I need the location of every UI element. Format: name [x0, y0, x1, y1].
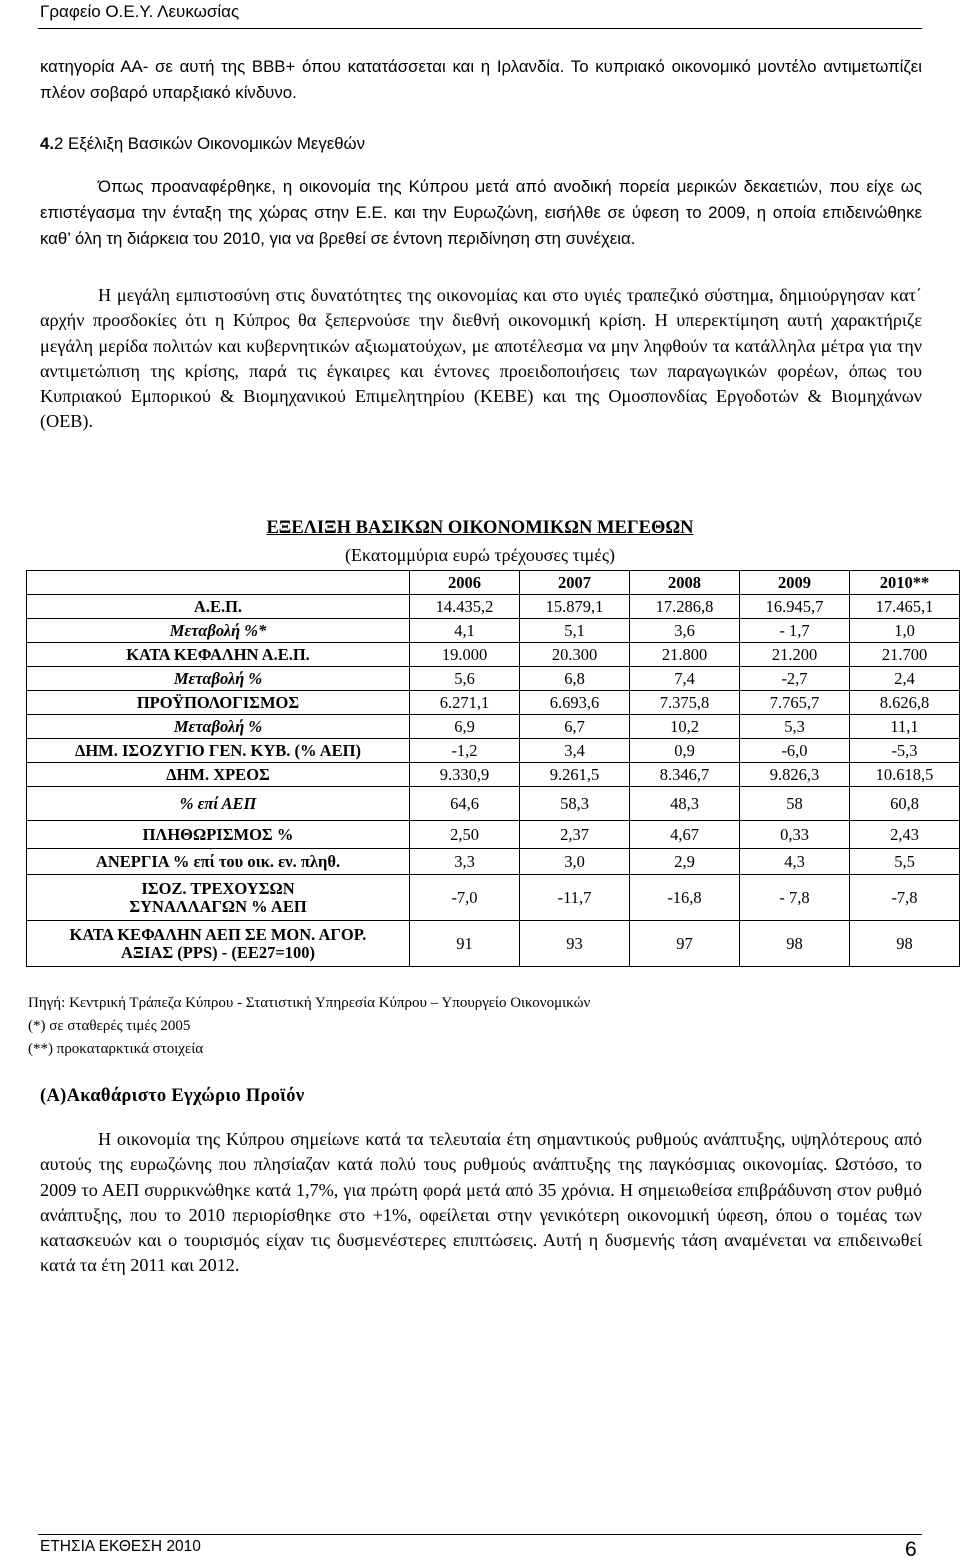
section-4-2-paragraph-1: Όπως προαναφέρθηκε, η οικονομία της Κύπρου μετά από ανοδική πορεία μερικών δεκαετιών, που είχε ως επιστέγασμα την ένταξη της χώρας στην Ε.Ε. και την Ευρωζώνη, εισήλθε σε ύφεση το 2009, η οποία επιδεινώθηκε καθ’ όλη τη διάρκεια του 2010, για να βρεθεί σε έντονη περιδίνηση στη συνέχεια.: [40, 177, 922, 248]
row-value: 19.000: [410, 643, 520, 667]
year-header: 2009: [740, 571, 850, 595]
row-value: - 1,7: [740, 619, 850, 643]
row-value: 21.200: [740, 643, 850, 667]
table-source: Πηγή: Κεντρική Τράπεζα Κύπρου - Στατιστική Υπηρεσία Κύπρου – Υπουργείο Οικονομικών: [28, 995, 591, 1011]
table-row: [27, 643, 960, 667]
row-value: 3,6: [630, 619, 740, 643]
row-label: [27, 667, 410, 691]
row-value: -2,7: [740, 667, 850, 691]
row-value: 60,8: [850, 787, 960, 821]
row-value: 2,37: [520, 821, 630, 849]
row-value: 16.945,7: [740, 595, 850, 619]
section-a-paragraph: Η οικονομία της Κύπρου σημείωνε κατά τα τελευταία έτη σημαντικούς ρυθμούς ανάπτυξης, υψηλότερους από αυτούς της ευρωζώνης που πλησίαζαν κατά πολύ τους ρυθμούς ανάπτυξης της παγκόσμιας οικονομίας. Ωστόσο, το 2009 το ΑΕΠ συρρικνώθηκε κατά 1,7%, για πρώτη φορά μετά από 35 χρόνια. Η σημειωθείσα επιβράδυνση στον ρυθμό ανάπτυξης, που το 2010 περιορίσθηκε στο +1%, οφείλεται στην γενικότερη οικονομική ύφεση, όπου ο τομέας των κατασκευών και ο τουρισμός είχαν τις δυσμενέστερες επιπτώσεις. Αυτή η δυσμενής τάση αναμένεται να επιδεινωθεί κατά τα έτη 2011 και 2012.: [40, 1129, 922, 1276]
row-value: 17.465,1: [850, 595, 960, 619]
economic-indicators-table-body: [27, 571, 960, 967]
table-row: [27, 667, 960, 691]
table-row: [27, 763, 960, 787]
row-value: 10.618,5: [850, 763, 960, 787]
row-label-line: ΙΣΟΖ. ΤΡΕΧΟΥΣΩΝ: [141, 878, 295, 898]
row-value: 2,4: [850, 667, 960, 691]
year-header: 2008: [630, 571, 740, 595]
section-4-2-paragraph-2: Η μεγάλη εμπιστοσύνη στις δυνατότητες της οικονομίας και στο υγιές τραπεζικό σύστημα, δημιούργησαν κατ΄ αρχήν προσδοκίες ότι η Κύπρος θα ξεπερνούσε την διεθνή οικονομική κρίση. Η υπερεκτίμηση αυτή χαρακτήριζε μεγάλη μερίδα πολιτών και κυβερνητικών αξιωματούχων, με αποτέλεσμα να μην ληφθούν τα κατάλληλα μέτρα για την αντιμετώπιση της κρίσης, παρά τις έγκαιρες και έντονες προειδοποιήσεις των παραγωγικών φορέων, όπως του Κυπριακού Εμπορικού & Βιομηχανικού Επιμελητηρίου (ΚΕΒΕ) και της Ομοσπονδίας Εργοδοτών & Βιομηχάνων (ΟΕΒ).: [40, 285, 922, 432]
row-label: [27, 849, 410, 875]
row-value: 9.330,9: [410, 763, 520, 787]
row-value: 6,9: [410, 715, 520, 739]
row-value: 1,0: [850, 619, 960, 643]
section-4-2-number: 4.: [40, 134, 54, 153]
row-value: 91: [410, 921, 520, 967]
table-row: [27, 875, 960, 921]
row-label: [27, 739, 410, 763]
row-value: 9.261,5: [520, 763, 630, 787]
page-header: Γραφείο Ο.Ε.Υ. Λευκωσίας: [40, 2, 240, 21]
footer-rule: [38, 1534, 922, 1535]
section-a-heading: (Α)Ακαθάριστο Εγχώριο Προϊόν: [40, 1086, 305, 1106]
row-value: 58,3: [520, 787, 630, 821]
table-row: [27, 787, 960, 821]
table-row: [27, 715, 960, 739]
row-label: [27, 715, 410, 739]
row-value: -1,2: [410, 739, 520, 763]
row-label-line: ΑΝΕΡΓΙΑ % επί του οικ. εν. πληθ.: [95, 851, 341, 871]
row-value: 15.879,1: [520, 595, 630, 619]
row-value: 6,7: [520, 715, 630, 739]
row-value: 5,1: [520, 619, 630, 643]
row-label: [27, 763, 410, 787]
row-label-line: ΔΗΜ. ΧΡΕΟΣ: [166, 764, 270, 784]
row-label-line: ΣΥΝΑΛΛΑΓΩΝ % ΑΕΠ: [129, 896, 307, 916]
row-value: 97: [630, 921, 740, 967]
row-label: [27, 643, 410, 667]
row-value: 3,4: [520, 739, 630, 763]
economic-indicators-table: [26, 570, 960, 967]
row-value: 8.626,8: [850, 691, 960, 715]
row-label-line: Μεταβολή %*: [169, 620, 267, 640]
row-label: [27, 787, 410, 821]
row-value: 17.286,8: [630, 595, 740, 619]
year-header: 2006: [410, 571, 520, 595]
row-value: 48,3: [630, 787, 740, 821]
row-value: 2,50: [410, 821, 520, 849]
row-label-line: ΠΡΟΫΠΟΛΟΓΙΣΜΟΣ: [136, 692, 300, 712]
row-value: 9.826,3: [740, 763, 850, 787]
section-4-2-heading: [40, 134, 365, 154]
row-value: 21.700: [850, 643, 960, 667]
row-value: 2,9: [630, 849, 740, 875]
intro-paragraph: κατηγορία ΑΑ- σε αυτή της ΒΒΒ+ όπου κατατάσσεται και η Ιρλανδία. Το κυπριακό οικονομικό μοντέλο αντιμετωπίζει πλέον σοβαρό υπαρξιακό κίνδυνο.: [40, 57, 922, 102]
row-value: 2,43: [850, 821, 960, 849]
row-label-line: ΔΗΜ. ΙΣΟΖΥΓΙΟ ΓΕΝ. ΚΥΒ. (% ΑΕΠ): [75, 740, 361, 760]
row-label-line: Μεταβολή %: [173, 716, 263, 736]
row-value: 93: [520, 921, 630, 967]
row-value: -16,8: [630, 875, 740, 921]
row-value: 7.765,7: [740, 691, 850, 715]
row-label: [27, 595, 410, 619]
table-header-blank: [27, 571, 410, 595]
year-header: 2007: [520, 571, 630, 595]
row-label-line: % επί ΑΕΠ: [179, 793, 257, 813]
row-label: [27, 921, 410, 967]
row-value: 98: [740, 921, 850, 967]
table-row: [27, 691, 960, 715]
row-label-line: ΚΑΤΑ ΚΕΦΑΛΗΝ Α.Ε.Π.: [126, 644, 310, 664]
table-note-1: (*) σε σταθερές τιμές 2005: [28, 1018, 191, 1034]
row-label: [27, 619, 410, 643]
row-value: 64,6: [410, 787, 520, 821]
row-value: 10,2: [630, 715, 740, 739]
row-value: -7,8: [850, 875, 960, 921]
row-value: 5,6: [410, 667, 520, 691]
row-value: 6,8: [520, 667, 630, 691]
row-value: 58: [740, 787, 850, 821]
row-label: [27, 691, 410, 715]
row-value: -7,0: [410, 875, 520, 921]
row-value: 5,3: [740, 715, 850, 739]
table-title: ΕΞΕΛΙΞΗ ΒΑΣΙΚΩΝ ΟΙΚΟΝΟΜΙΚΩΝ ΜΕΓΕΘΩΝ: [266, 518, 694, 538]
table-row: [27, 849, 960, 875]
table-row: [27, 595, 960, 619]
row-value: 6.693,6: [520, 691, 630, 715]
row-value: 7.375,8: [630, 691, 740, 715]
table-header-row: [27, 571, 960, 595]
header-rule: [38, 28, 922, 29]
row-label: [27, 875, 410, 921]
row-value: 3,3: [410, 849, 520, 875]
row-value: 3,0: [520, 849, 630, 875]
row-value: 11,1: [850, 715, 960, 739]
table-row: [27, 739, 960, 763]
table-subtitle: (Εκατομμύρια ευρώ τρέχουσες τιμές): [345, 545, 615, 565]
row-value: 6.271,1: [410, 691, 520, 715]
row-label-line: ΚΑΤΑ ΚΕΦΑΛΗΝ ΑΕΠ ΣΕ ΜΟΝ. ΑΓΟΡ.: [69, 924, 367, 944]
row-label-line: ΑΞΙΑΣ (PPS) - (ΕΕ27=100): [120, 942, 316, 962]
footer-report-title: ΕΤΗΣΙΑ ΕΚΘΕΣΗ 2010: [40, 1538, 201, 1555]
year-header: 2010**: [850, 571, 960, 595]
section-4-2-title: 2 Εξέλιξη Βασικών Οικονομικών Μεγεθών: [54, 134, 366, 153]
row-value: 4,1: [410, 619, 520, 643]
row-value: 20.300: [520, 643, 630, 667]
row-label-line: Μεταβολή %: [173, 668, 263, 688]
row-label-line: Α.Ε.Π.: [193, 596, 243, 616]
table-row: [27, 821, 960, 849]
row-value: - 7,8: [740, 875, 850, 921]
row-value: 4,67: [630, 821, 740, 849]
row-value: -11,7: [520, 875, 630, 921]
table-note-2: (**) προκαταρκτικά στοιχεία: [28, 1041, 204, 1057]
row-value: -5,3: [850, 739, 960, 763]
row-value: 21.800: [630, 643, 740, 667]
row-value: 5,5: [850, 849, 960, 875]
row-value: 98: [850, 921, 960, 967]
row-label-line: ΠΛΗΘΩΡΙΣΜΟΣ %: [142, 824, 294, 844]
row-value: 4,3: [740, 849, 850, 875]
row-value: 7,4: [630, 667, 740, 691]
row-value: 0,9: [630, 739, 740, 763]
row-value: 8.346,7: [630, 763, 740, 787]
row-label: [27, 821, 410, 849]
table-row: [27, 921, 960, 967]
row-value: 14.435,2: [410, 595, 520, 619]
row-value: -6,0: [740, 739, 850, 763]
footer-page-number: 6: [905, 1538, 917, 1561]
table-row: [27, 619, 960, 643]
row-value: 0,33: [740, 821, 850, 849]
